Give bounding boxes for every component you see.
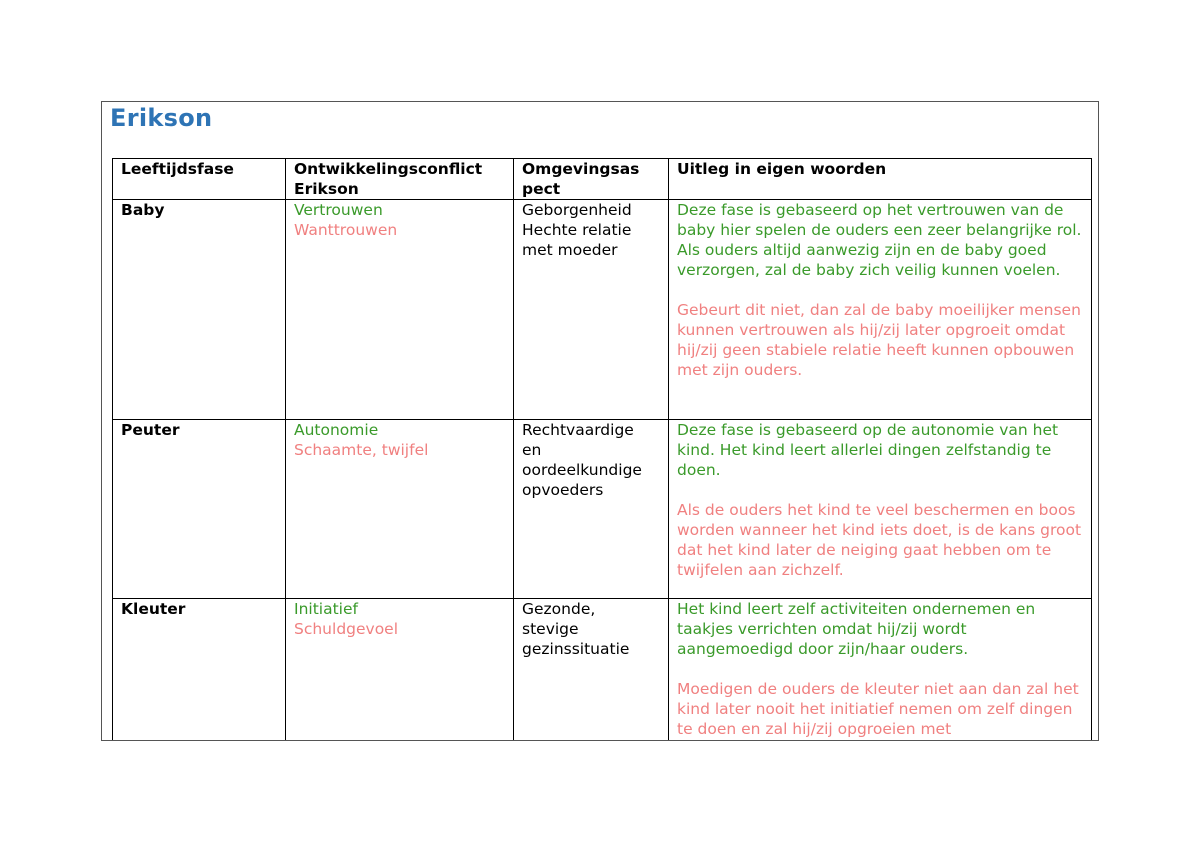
negative-outcome: Wanttrouwen — [294, 221, 398, 239]
explanation-negative: Moedigen de ouders de kleuter niet aan dan zal het kind later nooit het initiatief nemen om zelf dingen te doen en zal hij/zij opgroeien met — [677, 680, 1079, 738]
explanation-negative: Gebeurt dit niet, dan zal de baby moeilijker mensen kunnen vertrouwen als hij/zij later opgroeit omdat hij/zij geen stabiele relatie heeft kunnen opbouwen met zijn ouders. — [677, 301, 1081, 379]
conflict-cell — [286, 420, 514, 599]
environment-cell: Gezonde, stevige gezinssituatie — [514, 599, 669, 742]
negative-outcome: Schaamte, twijfel — [294, 441, 429, 459]
header-ontwikkelingsconflict: Ontwikkelingsconflict Erikson — [286, 159, 514, 200]
negative-outcome: Schuldgevoel — [294, 620, 399, 638]
positive-outcome: Autonomie — [294, 421, 379, 439]
environment-cell: Geborgenheid Hechte relatie met moeder — [514, 200, 669, 420]
explanation-cell — [669, 599, 1092, 742]
table-row — [113, 599, 1092, 742]
table-row — [113, 420, 1092, 599]
phase-cell: Peuter — [113, 420, 286, 599]
table-row — [113, 200, 1092, 420]
explanation-positive: Het kind leert zelf activiteiten ondernemen en taakjes verrichten omdat hij/zij wordt aangemoedigd door zijn/haar ouders. — [677, 600, 1036, 658]
conflict-cell — [286, 200, 514, 420]
positive-outcome: Vertrouwen — [294, 201, 383, 219]
phase-cell: Kleuter — [113, 599, 286, 742]
explanation-cell — [669, 200, 1092, 420]
explanation-positive: Deze fase is gebaseerd op de autonomie van het kind. Het kind leert allerlei dingen zelfstandig te doen. — [677, 421, 1059, 479]
explanation-cell — [669, 420, 1092, 599]
explanation-negative: Als de ouders het kind te veel beschermen en boos worden wanneer het kind iets doet, is de kans groot dat het kind later de neiging gaat hebben om te twijfelen aan zichzelf. — [677, 501, 1082, 579]
document-title: Erikson — [110, 104, 213, 132]
environment-cell: Rechtvaardige en oordeelkundige opvoeders — [514, 420, 669, 599]
header-uitleg: Uitleg in eigen woorden — [669, 159, 1092, 200]
positive-outcome: Initiatief — [294, 600, 358, 618]
document-frame — [101, 101, 1099, 741]
table-header-row — [113, 159, 1092, 200]
header-omgevingsaspect: Omgevingsas pect — [514, 159, 669, 200]
erikson-table — [112, 158, 1092, 741]
phase-cell: Baby — [113, 200, 286, 420]
header-leeftijdsfase: Leeftijdsfase — [113, 159, 286, 200]
explanation-positive: Deze fase is gebaseerd op het vertrouwen van de baby hier spelen de ouders een zeer belangrijke rol. Als ouders altijd aanwezig zijn en de baby goed verzorgen, zal de baby zich veilig kunnen voelen. — [677, 201, 1082, 279]
conflict-cell — [286, 599, 514, 742]
